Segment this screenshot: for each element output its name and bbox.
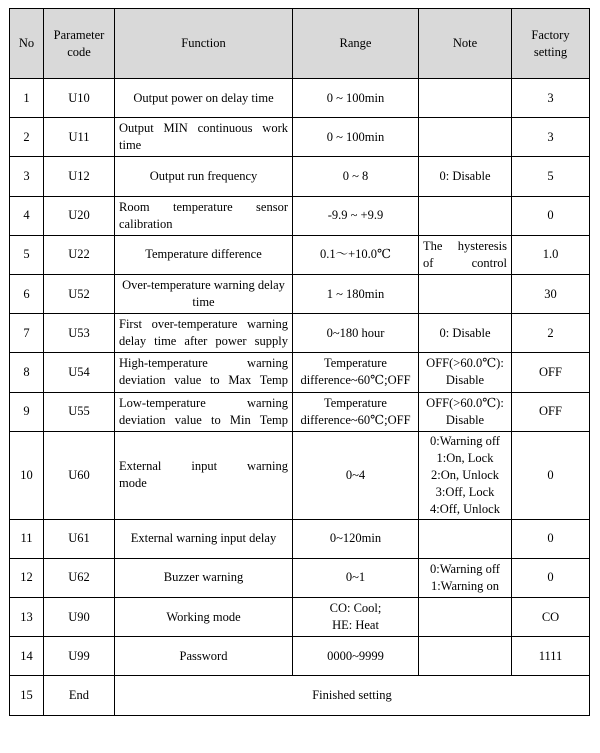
factory-setting: 1111 bbox=[512, 637, 590, 676]
row-number: 14 bbox=[10, 637, 44, 676]
table-row bbox=[10, 519, 590, 558]
note-cell bbox=[419, 598, 512, 637]
parameter-code: U61 bbox=[44, 519, 115, 558]
note-line: 1:Warning on bbox=[430, 578, 500, 593]
header-factory-setting: Factory setting bbox=[512, 9, 590, 79]
note-line: 2:On, Unlock bbox=[430, 467, 500, 482]
row-number: 7 bbox=[10, 314, 44, 353]
table-header-row bbox=[10, 9, 590, 79]
range-cell bbox=[293, 118, 419, 157]
note-line: 1:On, Lock bbox=[436, 450, 494, 465]
function-line: Room temperature sensor bbox=[119, 199, 288, 214]
parameter-code: U54 bbox=[44, 353, 115, 392]
function-line: time bbox=[192, 295, 215, 310]
note-cell bbox=[419, 431, 512, 519]
note-line: 0: Disable bbox=[439, 325, 491, 340]
table-row bbox=[10, 157, 590, 196]
function-cell bbox=[115, 558, 293, 597]
range-cell bbox=[293, 157, 419, 196]
range-cell bbox=[293, 558, 419, 597]
range-cell bbox=[293, 519, 419, 558]
parameter-code: U62 bbox=[44, 558, 115, 597]
function-line: mode bbox=[119, 476, 147, 491]
factory-setting: OFF bbox=[512, 392, 590, 431]
function-cell bbox=[115, 235, 293, 274]
row-number: 15 bbox=[10, 676, 44, 715]
function-line: External input warning bbox=[119, 459, 288, 474]
function-line: Low-temperature warning bbox=[119, 395, 288, 410]
table-row-end bbox=[10, 676, 590, 715]
row-number: 2 bbox=[10, 118, 44, 157]
range-cell bbox=[293, 274, 419, 313]
function-cell bbox=[115, 118, 293, 157]
function-cell bbox=[115, 598, 293, 637]
range-cell bbox=[293, 431, 419, 519]
header-function: Function bbox=[115, 9, 293, 79]
range-line: 0~120min bbox=[329, 531, 382, 546]
table-row bbox=[10, 558, 590, 597]
parameter-code: U10 bbox=[44, 79, 115, 118]
range-line: 0 ~ 8 bbox=[342, 168, 369, 183]
row-number: 5 bbox=[10, 235, 44, 274]
table-row bbox=[10, 431, 590, 519]
parameter-code: U11 bbox=[44, 118, 115, 157]
table-row bbox=[10, 637, 590, 676]
note-cell bbox=[419, 314, 512, 353]
function-cell bbox=[115, 392, 293, 431]
function-line: Output power on delay time bbox=[133, 90, 274, 105]
factory-setting: 1.0 bbox=[512, 235, 590, 274]
note-line: Disable bbox=[445, 373, 485, 388]
note-line: of control bbox=[423, 255, 507, 270]
note-cell bbox=[419, 519, 512, 558]
function-line: Over-temperature warning delay bbox=[122, 278, 285, 293]
factory-setting: 0 bbox=[512, 519, 590, 558]
function-line: time bbox=[119, 138, 142, 153]
function-cell bbox=[115, 79, 293, 118]
table-row bbox=[10, 392, 590, 431]
range-cell bbox=[293, 79, 419, 118]
range-line: difference~60℃;OFF bbox=[300, 412, 411, 427]
range-line: HE: Heat bbox=[332, 618, 379, 633]
function-cell bbox=[115, 157, 293, 196]
row-number: 13 bbox=[10, 598, 44, 637]
note-line: 0:Warning off bbox=[430, 561, 500, 576]
function-line: Temperature difference bbox=[145, 247, 262, 262]
finished-setting-cell: Finished setting bbox=[115, 676, 590, 715]
parameter-code: U90 bbox=[44, 598, 115, 637]
table-row bbox=[10, 353, 590, 392]
table-body bbox=[10, 79, 590, 716]
range-line: 0000~9999 bbox=[327, 648, 384, 663]
factory-setting: 30 bbox=[512, 274, 590, 313]
note-line: 0:Warning off bbox=[430, 433, 500, 448]
function-line: delay time after power supply bbox=[119, 334, 288, 349]
factory-setting: 3 bbox=[512, 118, 590, 157]
range-line: CO: Cool; bbox=[329, 601, 382, 616]
parameter-table bbox=[9, 8, 590, 716]
header-parameter-code: Parameter code bbox=[44, 9, 115, 79]
header-range: Range bbox=[293, 9, 419, 79]
factory-setting: 2 bbox=[512, 314, 590, 353]
function-line: Buzzer warning bbox=[163, 570, 244, 585]
function-cell bbox=[115, 431, 293, 519]
function-cell bbox=[115, 637, 293, 676]
row-number: 4 bbox=[10, 196, 44, 235]
parameter-code: U55 bbox=[44, 392, 115, 431]
row-number: 9 bbox=[10, 392, 44, 431]
row-number: 10 bbox=[10, 431, 44, 519]
function-line: Output run frequency bbox=[149, 168, 258, 183]
range-line: 0.1～+10.0℃ bbox=[319, 247, 392, 262]
note-line: 3:Off, Lock bbox=[435, 484, 495, 499]
range-line: Temperature bbox=[324, 356, 387, 371]
header-no: No bbox=[10, 9, 44, 79]
range-cell bbox=[293, 392, 419, 431]
row-number: 11 bbox=[10, 519, 44, 558]
function-line: First over-temperature warning bbox=[119, 317, 288, 332]
row-number: 8 bbox=[10, 353, 44, 392]
function-line: deviation value to Max Temp bbox=[119, 373, 288, 388]
function-cell bbox=[115, 519, 293, 558]
factory-setting: 0 bbox=[512, 196, 590, 235]
range-line: 0~180 hour bbox=[326, 325, 385, 340]
note-cell bbox=[419, 392, 512, 431]
range-line: 0~1 bbox=[345, 570, 366, 585]
table-row bbox=[10, 314, 590, 353]
row-number: 3 bbox=[10, 157, 44, 196]
table-row bbox=[10, 118, 590, 157]
function-line: Output MIN continuous work bbox=[119, 121, 288, 136]
note-line: Disable bbox=[445, 412, 485, 427]
parameter-code: U20 bbox=[44, 196, 115, 235]
parameter-code: U53 bbox=[44, 314, 115, 353]
range-line: difference~60℃;OFF bbox=[300, 373, 411, 388]
factory-setting: OFF bbox=[512, 353, 590, 392]
function-line: High-temperature warning bbox=[119, 356, 288, 371]
row-number: 6 bbox=[10, 274, 44, 313]
function-cell bbox=[115, 314, 293, 353]
range-line: -9.9 ~ +9.9 bbox=[327, 208, 384, 223]
factory-setting: 3 bbox=[512, 79, 590, 118]
range-cell bbox=[293, 353, 419, 392]
header-note: Note bbox=[419, 9, 512, 79]
range-line: Temperature bbox=[324, 395, 387, 410]
range-line: 0 ~ 100min bbox=[326, 129, 385, 144]
row-number: 1 bbox=[10, 79, 44, 118]
range-line: 0 ~ 100min bbox=[326, 90, 385, 105]
factory-setting: 0 bbox=[512, 558, 590, 597]
table-row bbox=[10, 274, 590, 313]
function-line: Working mode bbox=[166, 609, 241, 624]
parameter-code: End bbox=[44, 676, 115, 715]
factory-setting: 0 bbox=[512, 431, 590, 519]
parameter-code: U99 bbox=[44, 637, 115, 676]
note-cell bbox=[419, 118, 512, 157]
range-cell bbox=[293, 235, 419, 274]
note-cell bbox=[419, 637, 512, 676]
factory-setting: 5 bbox=[512, 157, 590, 196]
note-cell bbox=[419, 274, 512, 313]
factory-setting: CO bbox=[512, 598, 590, 637]
function-line: External warning input delay bbox=[130, 531, 277, 546]
range-cell bbox=[293, 314, 419, 353]
function-cell bbox=[115, 353, 293, 392]
note-line: 0: Disable bbox=[439, 168, 491, 183]
parameter-code: U52 bbox=[44, 274, 115, 313]
range-line: 1 ~ 180min bbox=[326, 286, 385, 301]
note-cell bbox=[419, 353, 512, 392]
function-line: Password bbox=[179, 648, 228, 663]
function-line: calibration bbox=[119, 216, 173, 231]
range-line: 0~4 bbox=[345, 467, 366, 482]
table-row bbox=[10, 598, 590, 637]
range-cell bbox=[293, 598, 419, 637]
parameter-code: U22 bbox=[44, 235, 115, 274]
note-cell bbox=[419, 235, 512, 274]
note-cell bbox=[419, 196, 512, 235]
table-row bbox=[10, 196, 590, 235]
note-cell bbox=[419, 558, 512, 597]
note-cell bbox=[419, 79, 512, 118]
range-cell bbox=[293, 637, 419, 676]
note-line: The hysteresis bbox=[423, 238, 507, 253]
range-cell bbox=[293, 196, 419, 235]
parameter-code: U12 bbox=[44, 157, 115, 196]
note-line: OFF(>60.0℃): bbox=[426, 395, 504, 410]
function-line: deviation value to Min Temp bbox=[119, 412, 288, 427]
table-row bbox=[10, 79, 590, 118]
row-number: 12 bbox=[10, 558, 44, 597]
function-cell bbox=[115, 196, 293, 235]
note-line: OFF(>60.0℃): bbox=[426, 356, 504, 371]
note-line: 4:Off, Unlock bbox=[430, 501, 500, 516]
note-cell bbox=[419, 157, 512, 196]
table-row bbox=[10, 235, 590, 274]
parameter-code: U60 bbox=[44, 431, 115, 519]
function-cell bbox=[115, 274, 293, 313]
